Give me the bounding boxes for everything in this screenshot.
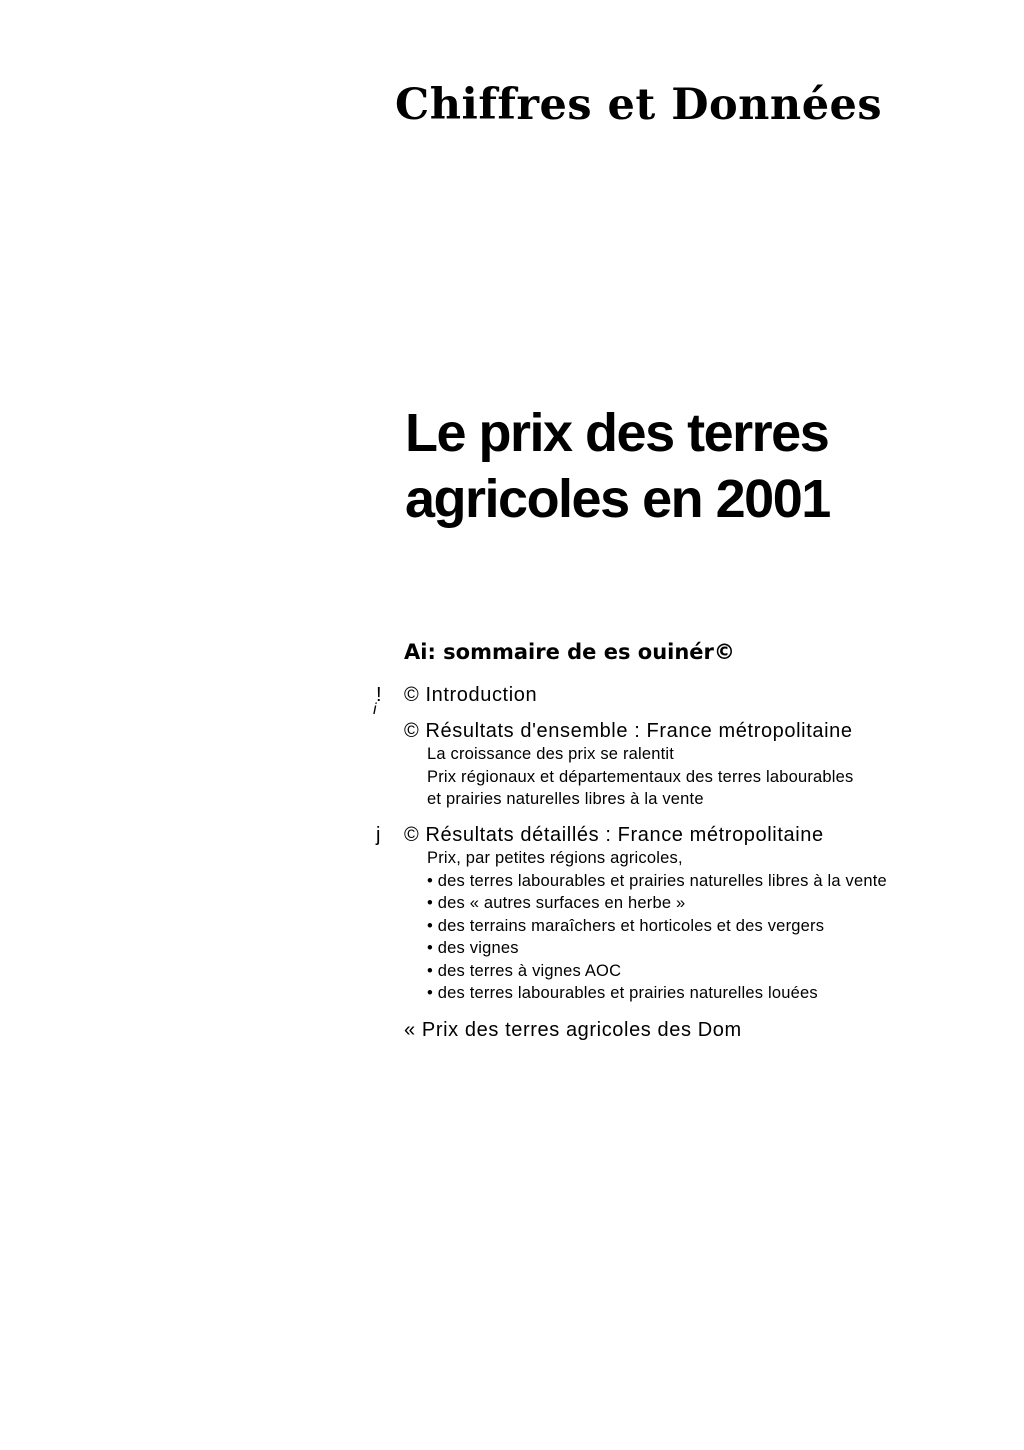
toc-section-heading: © Résultats détaillés : France métropolitaine [404, 824, 824, 846]
toc-section-heading: © Résultats d'ensemble : France métropolitaine [404, 720, 853, 742]
page-title [405, 400, 830, 532]
toc-section-introduction [404, 683, 537, 707]
toc-item: Prix, par petites régions agricoles, [427, 849, 683, 867]
summary-heading: Ai: sommaire de es ouinér© [404, 640, 735, 664]
toc-item: • des terres labourables et prairies naturelles louées [427, 984, 818, 1002]
toc-item: et prairies naturelles libres à la vente [427, 790, 704, 808]
toc-section-heading: « Prix des terres agricoles des Dom [404, 1019, 742, 1041]
toc-item: • des terres labourables et prairies naturelles libres à la vente [427, 871, 887, 890]
toc-item: • des terres à vignes AOC [427, 961, 622, 980]
toc-item: Prix régionaux et départementaux des terres labourables [427, 767, 854, 786]
series-title: Chiffres et Données [395, 80, 883, 130]
margin-mark: i [373, 701, 377, 718]
toc-section-heading: © Introduction [404, 684, 538, 706]
page-title-line-2: agricoles en 2001 [405, 469, 830, 529]
page-title-line-1: Le prix des terres [405, 403, 829, 463]
toc-section-dom-prices [404, 1018, 742, 1042]
toc-item: • des terrains maraîchers et horticoles et des vergers [427, 916, 825, 935]
toc-section-overall-results [404, 719, 854, 811]
toc-section-detailed-results [404, 823, 887, 1005]
margin-mark: ! [376, 684, 382, 706]
toc-item: La croissance des prix se ralentit [427, 745, 675, 763]
toc-item: • des « autres surfaces en herbe » [427, 894, 686, 912]
margin-mark: j [376, 824, 381, 846]
toc-item: • des vignes [427, 939, 519, 957]
